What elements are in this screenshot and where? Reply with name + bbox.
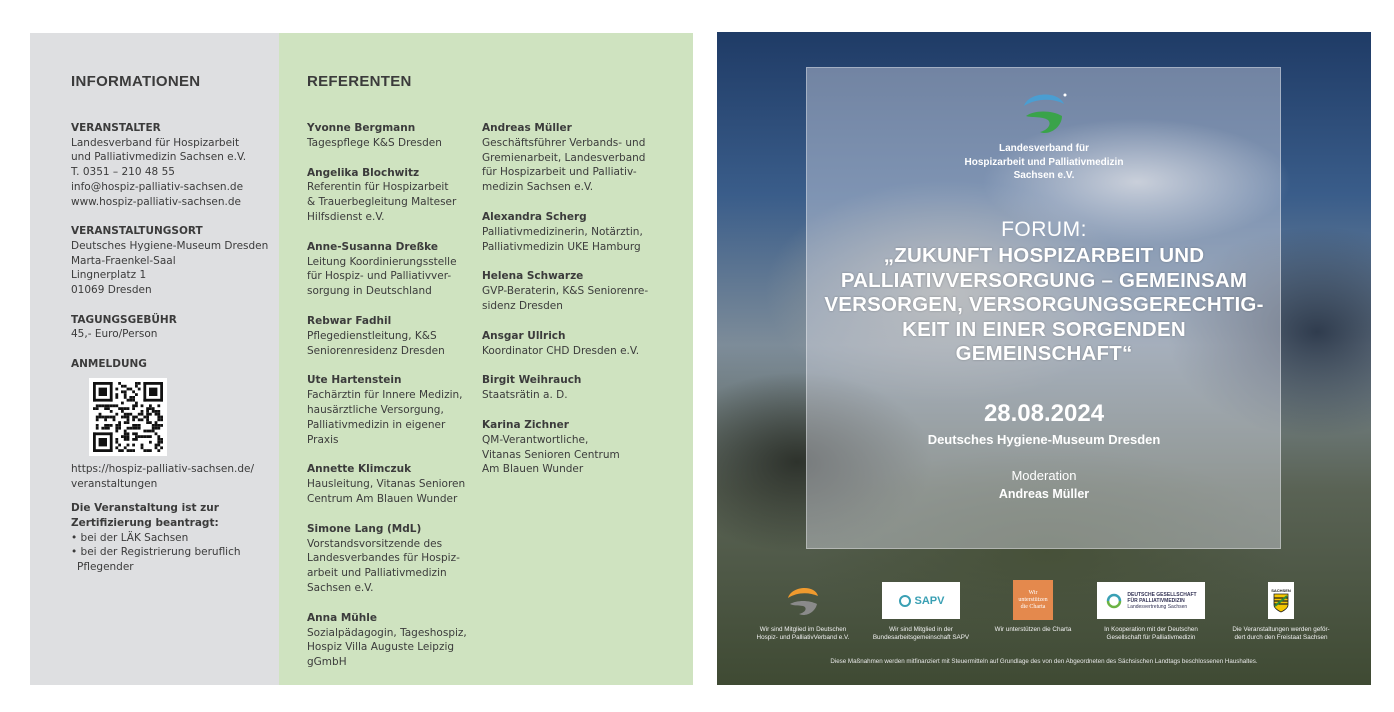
referent-name: Alexandra Scherg	[482, 210, 587, 223]
moderation-label: Moderation	[1011, 468, 1077, 483]
referent-entry	[307, 522, 482, 596]
title-line: VERSORGEN, VERSORGUNGSGERECHTIG-	[824, 293, 1264, 316]
organisation-name	[717, 142, 1371, 183]
title-line: KEIT IN EINER SORGENDEN	[902, 317, 1186, 341]
charta-logo-icon	[1013, 580, 1053, 620]
referent-entry	[482, 329, 657, 359]
logo-caption: dert durch den Freistaat Sachsen	[1234, 634, 1328, 642]
ort-label: VERANSTALTUNGSORT	[71, 225, 203, 238]
veranstalter-line: und Palliativmedizin Sachsen e.V.	[71, 151, 247, 164]
referent-role-line: Palliativmedizinerin, Notärztin,	[482, 225, 643, 238]
referent-role-line: Centrum Am Blauen Wunder	[307, 492, 458, 505]
logo-caption: Hospiz- und PalliativVerband e.V.	[756, 634, 850, 642]
referent-entry	[307, 611, 482, 670]
ort-line: Lingnerplatz 1	[71, 269, 147, 282]
veranstalter-line: Landesverband für Hospizarbeit	[71, 136, 240, 149]
email-link[interactable]: info@hospiz-palliativ-sachsen.de	[71, 180, 244, 193]
charta-logo-text: die Charta	[1020, 603, 1046, 610]
logo-caption: In Kooperation mit der Deutschen	[1104, 626, 1198, 633]
zertifizierung-title: Zertifizierung beantragt:	[71, 516, 219, 529]
zertifizierung-bullet: Pflegender	[77, 561, 134, 574]
referent-name: Andreas Müller	[482, 122, 572, 134]
referent-name: Karina Zichner	[482, 418, 569, 431]
partner-logo-dgp[interactable]	[1091, 580, 1211, 643]
event-date: 28.08.2024	[983, 400, 1105, 427]
referent-entry	[307, 373, 482, 447]
partner-logos	[743, 580, 1347, 660]
referent-role-line: Vitanas Senioren Centrum	[482, 448, 620, 461]
info-panel	[30, 33, 279, 685]
referent-role-line: Hilfsdienst e.V.	[307, 210, 385, 223]
website-link[interactable]: www.hospiz-palliativ-sachsen.de	[71, 195, 241, 208]
referent-role-line: gGmbH	[307, 656, 347, 669]
referent-role-line: sorgung in Deutschland	[307, 285, 432, 298]
referent-entry	[482, 418, 657, 477]
referent-entry	[307, 121, 482, 151]
logo-caption: Wir unterstützen die Charta	[994, 626, 1072, 633]
referent-role-line: Sozialpädagogin, Tageshospiz,	[307, 626, 467, 639]
charta-logo-text: unterstützen	[1018, 596, 1048, 603]
referenten-panel	[279, 33, 693, 685]
ort-block	[71, 224, 279, 298]
dgp-logo-icon	[1097, 582, 1205, 619]
dgp-logo-text: DEUTSCHE GESELLSCHAFT	[1127, 591, 1197, 598]
sapv-logo-text: SAPV	[914, 594, 945, 607]
funding-footnote: Diese Maßnahmen werden mitfinanziert mit Steuermitteln auf Grundlage des von den Abgeordneten des Sächsischen Landtags beschlossenen Haushaltes.	[830, 658, 1258, 665]
partner-logo-dhpv[interactable]	[743, 580, 863, 643]
referent-role-line: Hospiz Villa Auguste Leipzig	[307, 641, 455, 654]
referent-name: Angelika Blochwitz	[307, 166, 420, 179]
referent-role-line: hausärztliche Versorgung,	[307, 403, 444, 416]
referent-name: Ansgar Ullrich	[482, 329, 566, 342]
title-line: „ZUKUNFT HOSPIZARBEIT UND	[883, 244, 1205, 267]
logo-caption: Gesellschaft für Palliativmedizin	[1106, 634, 1196, 642]
referent-role-line: Am Blauen Wunder	[482, 463, 584, 476]
charta-logo-text: Wir	[1028, 589, 1038, 596]
ort-line: Deutsches Hygiene-Museum Dresden	[71, 239, 269, 252]
gebuehr-value: 45,- Euro/Person	[71, 328, 158, 341]
zertifizierung-title: Die Veranstaltung ist zur	[71, 502, 219, 515]
referenten-column-2	[482, 121, 657, 685]
referent-name: Annette Klimczuk	[307, 463, 412, 476]
referent-role-line: Pflegedienstleitung, K&S	[307, 329, 437, 342]
phone-number: T. 0351 – 210 48 55	[71, 166, 175, 179]
cover-panel	[717, 32, 1371, 685]
referent-entry	[307, 462, 482, 506]
referent-role-line: Hausleitung, Vitanas Senioren	[307, 478, 466, 491]
zertifizierung-bullet: • bei der Registrierung beruflich	[71, 546, 241, 559]
referent-entry	[307, 314, 482, 358]
referent-role-line: Palliativmedizin UKE Hamburg	[482, 240, 641, 253]
referent-role-line: Seniorenresidenz Dresden	[307, 344, 445, 357]
dgp-logo-text: FÜR PALLIATIVMEDIZIN	[1127, 597, 1185, 604]
landesverband-logo-icon	[1018, 86, 1070, 138]
referenten-heading: REFERENTEN	[307, 73, 412, 90]
referenten-column-1	[307, 121, 482, 685]
referent-role-line: Geschäftsführer Verbands- und	[482, 136, 646, 149]
moderator-name: Andreas Müller	[998, 487, 1090, 501]
hospiz-verband-logo-icon	[783, 580, 823, 620]
veranstalter-block	[71, 121, 279, 209]
dgp-logo-text: Landesvertretung Sachsen	[1127, 603, 1188, 610]
referent-entry	[307, 166, 482, 225]
referent-role-line: medizin Sachsen e.V.	[482, 181, 594, 194]
partner-logo-sachsen[interactable]	[1221, 580, 1341, 643]
org-line: Landesverband für	[998, 143, 1090, 154]
event-venue: Deutsches Hygiene-Museum Dresden	[927, 432, 1161, 447]
referent-entry	[482, 210, 657, 254]
title-line: GEMEINSCHAFT“	[955, 342, 1133, 365]
referent-entry	[482, 121, 657, 195]
org-line: Hospizarbeit und Palliativmedizin	[964, 156, 1124, 168]
referent-role-line: arbeit und Palliativmedizin	[307, 567, 447, 580]
anmeldung-label: ANMELDUNG	[71, 358, 147, 371]
referent-role-line: Landesverbandes für Hospiz-	[307, 552, 460, 565]
referent-role-line: Sachsen e.V.	[307, 581, 374, 594]
zertifizierung-block	[71, 501, 279, 575]
referent-role-line: Fachärztin für Innere Medizin,	[307, 389, 463, 402]
referent-name: Simone Lang (MdL)	[307, 522, 422, 535]
referent-role-line: für Hospizarbeit und Palliativ-	[482, 166, 637, 179]
referent-name: Ute Hartenstein	[307, 374, 402, 387]
referent-role-line: Vorstandsvorsitzende des	[307, 537, 443, 550]
anmeldung-url[interactable]: https://hospiz-palliativ-sachsen.de/	[71, 462, 255, 475]
bag-sapv-logo-icon	[882, 582, 960, 619]
referent-name: Helena Schwarze	[482, 270, 584, 283]
qr-code-icon	[93, 382, 163, 452]
org-line: Sachsen e.V.	[1013, 170, 1075, 181]
logo-caption: Die Veranstaltungen werden geför-	[1232, 626, 1330, 633]
forum-label: FORUM:	[1001, 218, 1087, 241]
referent-role-line: Koordinator CHD Dresden e.V.	[482, 344, 640, 357]
referent-role-line: sidenz Dresden	[482, 299, 563, 312]
referent-entry	[482, 373, 657, 403]
gebuehr-label: TAGUNGSGEBÜHR	[71, 313, 177, 326]
referent-entry	[307, 240, 482, 299]
referent-name: Anne-Susanna Dreßke	[307, 240, 439, 253]
info-heading: INFORMATIONEN	[71, 73, 201, 90]
sachsen-logo-text: SACHSEN	[1271, 588, 1291, 593]
referent-role-line: Leitung Koordinierungsstelle	[307, 255, 457, 268]
gebuehr-block	[71, 313, 279, 342]
forum-title	[717, 244, 1371, 367]
referent-role-line: Praxis	[307, 433, 339, 446]
referent-entry	[482, 269, 657, 313]
veranstalter-label: VERANSTALTER	[71, 122, 161, 134]
zertifizierung-bullet: • bei der LÄK Sachsen	[71, 531, 189, 544]
title-line: PALLIATIVVERSORGUNG – GEMEINSAM	[840, 268, 1248, 292]
qr-code[interactable]	[89, 378, 167, 456]
logo-caption: Bundesarbeitsgemeinschaft SAPV	[872, 634, 970, 642]
sachsen-wappen-icon	[1268, 582, 1294, 619]
referent-role-line: für Hospiz- und Palliativver-	[307, 270, 452, 283]
partner-logo-sapv[interactable]	[861, 580, 981, 643]
referent-role-line: QM-Verantwortliche,	[482, 433, 589, 446]
referent-role-line: Referentin für Hospizarbeit	[307, 181, 449, 194]
referent-name: Yvonne Bergmann	[307, 122, 416, 134]
referent-role-line: Tagespflege K&S Dresden	[307, 136, 442, 149]
referent-name: Birgit Weihrauch	[482, 374, 582, 387]
referent-role-line: Gremienarbeit, Landesverband	[482, 151, 646, 164]
referent-name: Anna Mühle	[307, 611, 377, 624]
anmeldung-block	[71, 357, 279, 491]
referent-role-line: Palliativmedizin in eigener	[307, 418, 446, 431]
referent-role-line: & Trauerbegleitung Malteser	[307, 196, 457, 209]
referent-name: Rebwar Fadhil	[307, 314, 392, 327]
logo-caption: Wir sind Mitglied im Deutschen	[759, 626, 847, 633]
referent-role-line: Staatsrätin a. D.	[482, 389, 568, 402]
ort-line: Marta-Fraenkel-Saal	[71, 254, 176, 267]
partner-logo-charta[interactable]	[973, 580, 1093, 634]
logo-caption: Wir sind Mitglied in der	[889, 626, 953, 633]
anmeldung-url[interactable]: veranstaltungen	[71, 477, 158, 490]
landesverband-logo	[717, 86, 1371, 142]
ort-line: 01069 Dresden	[71, 284, 152, 297]
referent-role-line: GVP-Beraterin, K&S Seniorenre-	[482, 285, 649, 298]
